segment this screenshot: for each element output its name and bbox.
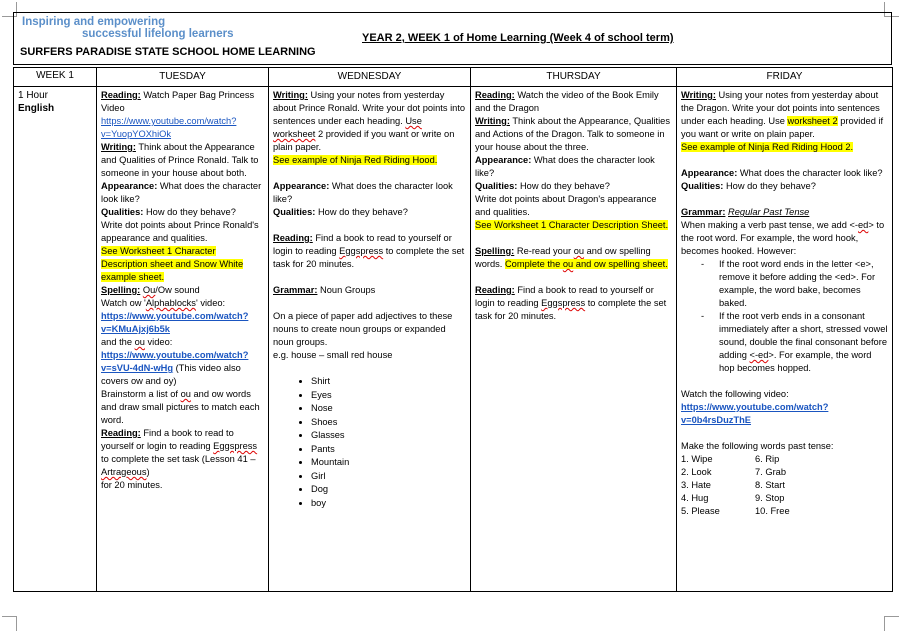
writing-heading: Writing: [681,90,716,100]
page-title: YEAR 2, WEEK 1 of Home Learning (Week 4 of school term) [362,32,674,44]
list-item: • Mountain [311,456,466,469]
column-header-tuesday: TUESDAY [97,68,269,87]
spelling-text: Re-read your [514,246,574,256]
list-item: 10. Free [755,506,790,516]
writing-heading: Writing: [101,142,136,152]
artrageous-word: Artrageous [101,467,147,477]
reading2-text: Find a book to read to yourself or login to reading [475,285,654,308]
provided-text: provided if you want or write on plain paper. [681,116,884,139]
page-corner-mark [884,616,899,631]
column-header-wednesday: WEDNESDAY [269,68,471,87]
list-item: • Dog [311,483,466,496]
rule-text: When making a verb past tense, we add <- [681,220,858,230]
provided-text: 2 provided if you want or write on plain paper. [273,129,455,152]
ou-word: ou [573,246,585,256]
reading-heading: Reading: [273,233,313,243]
list-item: • Eyes [311,389,466,402]
page-corner-mark [2,616,17,631]
rule-text-end: > to the root word. For example, the word hook, becomes hooked. However: [681,220,885,256]
writing-text: Think about the Appearance and Qualities of Prince Ronald. Talk to someone in your house about both. [101,142,259,178]
rule2-text-end: >. For example, the word hop becomes hopped. [719,350,872,373]
writing-text: Think about the Appearance, Qualities and Actions of the Dragon. Talk to someone in your house about the three. [475,116,671,152]
appearance-heading: Appearance: [475,155,532,165]
reading-text: Find a book to read to yourself or login to reading [273,233,452,256]
list-item: • Pants [311,443,466,456]
week-label: WEEK 1 [36,70,74,81]
worksheet-highlight: See Worksheet 1 Character Description sheet and Snow White example sheet. [101,246,244,282]
qualities-text: How do they behave? [315,207,408,217]
row-label-cell [14,87,97,592]
grammar-heading: Grammar: [681,207,726,217]
reading2-text-end: ) [146,467,150,477]
reading-text: Watch Paper Bag Princess Video [101,90,255,113]
qualities-heading: Qualities: [681,181,724,191]
writing-text: Using your notes from yesterday about the Dragon. Write your dot points into sentences under each heading. Use [681,90,880,126]
column-header-thursday: THURSDAY [471,68,677,87]
grammar-heading: Grammar: [273,285,318,295]
friday-cell [677,87,893,592]
watch-prefix: Watch ow ' [101,298,146,308]
list-item: 2. Look [681,467,712,477]
video-link[interactable]: https://www.youtube.com/watch?v=YuopYOXhiOk [101,116,237,139]
school-name: SURFERS PARADISE STATE SCHOOL HOME LEARNING [20,46,316,58]
reading-text: Watch the video of the Book Emily and the Dragon [475,90,659,113]
grammar-text: Noun Groups [317,285,376,295]
writing-text: Using your notes from yesterday about Prince Ronald. Write your dot points into sentences under each heading. [273,90,466,126]
worksheet-highlight: See Worksheet 1 Character Description Sheet. [475,220,669,230]
tuesday-cell [97,87,269,592]
and-the-text: and the [101,337,135,347]
duration-label: 1 Hour [18,90,49,101]
list-item: 1. Wipe [681,454,713,464]
example-highlight: See example of Ninja Red Riding Hood 2. [681,142,854,152]
noun-list [273,375,466,510]
list-item: • Glasses [311,429,466,442]
writing-heading: Writing: [273,90,308,100]
minutes-text: for 20 minutes. [101,480,163,490]
reading2-text: Find a book to read to yourself or login to reading [101,428,234,451]
noun-groups-example: e.g. house – small red house [273,350,393,360]
column-header-week [14,68,97,87]
list-item: 8. Start [755,480,785,490]
reading2-heading: Reading: [101,428,141,438]
eggspress-word: Eggspress [339,246,384,256]
watch-video-text: Watch the following video: [681,389,789,399]
past-tense-video-link[interactable]: https://www.youtube.com/watch?v=0b4rsDuzThE [681,402,829,425]
brainstorm-text-start: Brainstorm a list of [101,389,181,399]
noun-groups-instruction: On a piece of paper add adjectives to these nouns to create noun groups or expanded noun groups. [273,311,453,347]
ou-word: ou [134,337,145,347]
spelling-text-end: and ow spelling words. [475,246,651,269]
list-item [719,310,888,375]
appearance-text: What does the character look like? [101,181,262,204]
past-tense-instruction: Make the following words past tense: [681,441,834,451]
document-header [13,12,892,65]
qualities-heading: Qualities: [101,207,144,217]
alphablocks-word: Alphablocks [145,298,196,308]
qualities-text: How do they behave? [517,181,610,191]
school-motto-line1: Inspiring and empowering [22,16,166,28]
appearance-heading: Appearance: [273,181,330,191]
column-header-friday: FRIDAY [677,68,893,87]
list-item: 4. Hug [681,493,709,503]
ed-word: ed [858,220,869,230]
list-item: • boy [311,497,466,510]
reading2-text-end: to complete the set task for 20 minutes. [475,298,667,321]
watch-suffix: ' video: [195,298,226,308]
list-item: 7. Grab [755,467,787,477]
list-item: 6. Rip [755,454,780,464]
reading-heading: Reading: [101,90,141,100]
past-tense-word-list [681,453,888,518]
list-item: 3. Hate [681,480,711,490]
appearance-heading: Appearance: [681,168,738,178]
use-word: Use [405,116,422,126]
list-item: • Shoes [311,416,466,429]
english-row [14,87,893,592]
dot-points-text: Write dot points about Dragon's appearance and qualities. [475,194,657,217]
complete-ou: ou [562,259,574,269]
header-row [14,68,893,87]
spelling-ou: Ou [142,285,156,295]
ou-video-note: (This video also covers ow and oy) [101,363,241,386]
worksheet-word: worksheet [273,129,316,139]
reading2-heading: Reading: [475,285,515,295]
list-item: - If the root word ends in the letter <e>, remove it before adding the <ed>. For example, the word bake, becomes baked. [719,258,888,310]
rule2-text: If the root verb ends in a consonant immediately after a short, stressed vowel sound, double the final consonant before adding [719,311,888,360]
dot-points-text: Write dot points about Prince Ronald's appearance and qualities. [101,220,259,243]
spelling-heading: Spelling: [101,285,141,295]
brainstorm-text-end: and ow words and draw small pictures to match each word. [101,389,260,425]
spelling-text: /Ow sound [155,285,200,295]
thursday-cell [471,87,677,592]
qualities-heading: Qualities: [475,181,518,191]
qualities-heading: Qualities: [273,207,316,217]
writing-heading: Writing: [475,116,510,126]
appearance-heading: Appearance: [101,181,158,191]
reading2-text-mid: to complete the set task (Lesson 41 – [101,454,256,464]
list-item: • Shirt [311,375,466,388]
appearance-text: What does the character look like? [475,155,655,178]
video-text: video: [144,337,173,347]
reading-text-end: to complete the set task for 20 minutes. [273,246,465,269]
alphablocks-video-link[interactable]: https://www.youtube.com/watch?v=KMuAjxj6b5k [101,311,249,334]
appearance-text: What does the character look like? [273,181,453,204]
list-item: 5. Please [681,506,720,516]
example-highlight: See example of Ninja Red Riding Hood. [273,155,438,165]
complete-highlight [505,259,668,269]
wednesday-cell [269,87,471,592]
brainstorm-ou: ou [180,389,191,399]
complete-text-end: and ow spelling sheet. [573,259,668,269]
rule-list [681,258,888,375]
appearance-text: What does the character look like? [737,168,883,178]
worksheet2-highlight: worksheet 2 [787,116,838,126]
list-item: • Girl [311,470,466,483]
qualities-text: How do they behave? [143,207,236,217]
school-motto-line2: successful lifelong learners [82,28,234,40]
grammar-topic: Regular Past Tense [728,207,810,217]
ed-word: <-ed [749,350,769,360]
qualities-text: How do they behave? [723,181,816,191]
complete-text: Complete the [504,259,563,269]
list-item: • Nose [311,402,466,415]
spelling-heading: Spelling: [475,246,515,256]
eggspress-word: Eggspress [541,298,586,308]
subject-label: English [18,103,55,114]
reading-heading: Reading: [475,90,515,100]
eggspress-word: Eggspress [213,441,258,451]
timetable [13,67,893,592]
list-item: 9. Stop [755,493,785,503]
ou-video-link[interactable]: https://www.youtube.com/watch?v=sVU-4dN-wHg [101,350,249,373]
